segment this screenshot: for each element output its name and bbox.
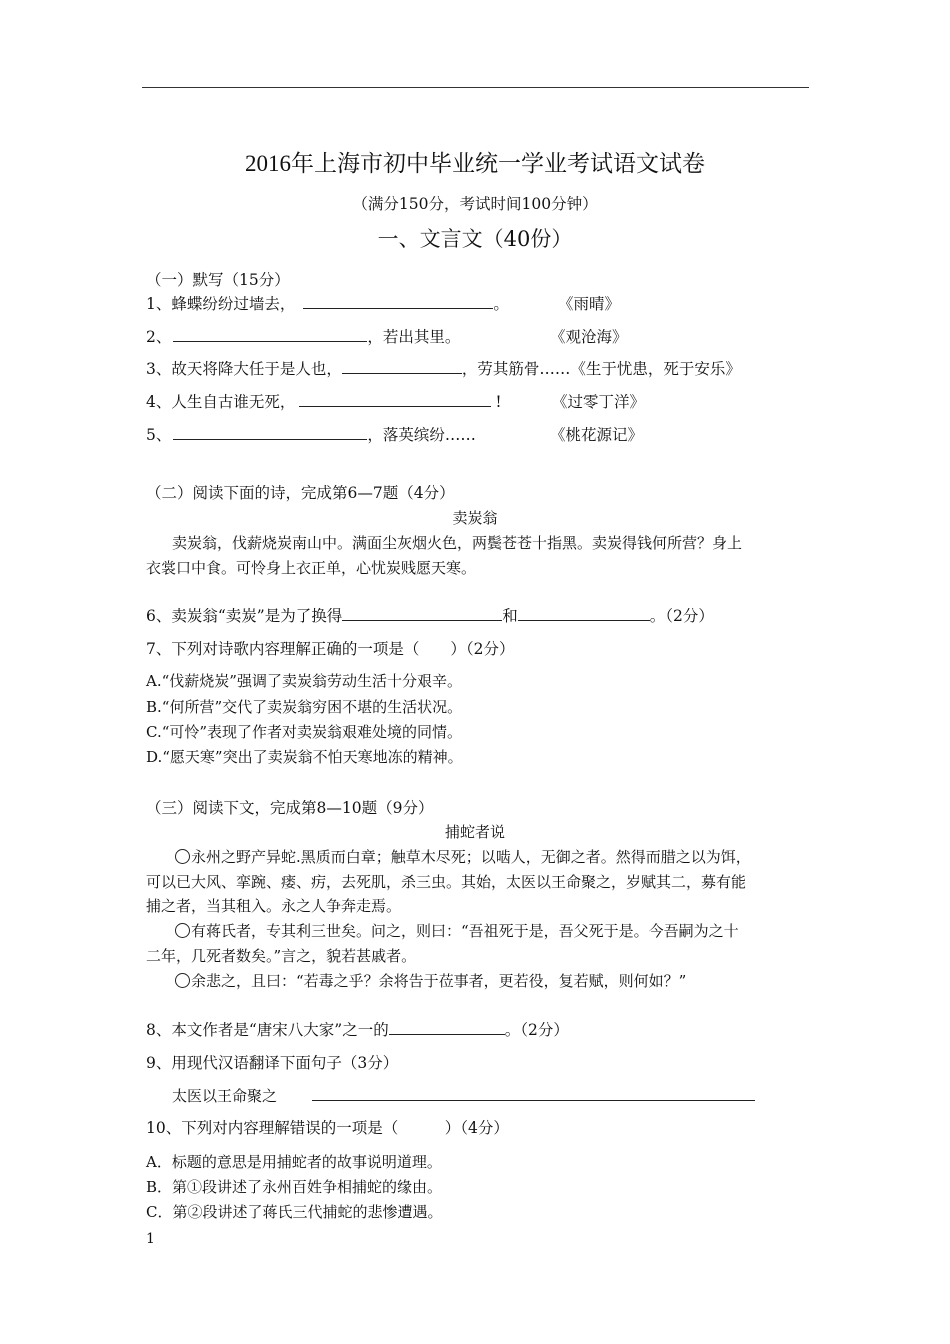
q10-option-a: A．标题的意思是用捕蛇者的故事说明道理。 — [146, 1153, 442, 1171]
q2-source: 《观沧海》 — [550, 328, 628, 346]
q7-option-d: D.“愿天寒”突出了卖炭翁不怕天寒地冻的精神。 — [146, 748, 463, 766]
paragraph-2-line-1: 有蒋氏者，专其利三世矣。问之，则曰：“吾祖死于是，吾父死于是。今吾嗣为之十 — [175, 920, 739, 941]
q2-answer-blank[interactable] — [173, 325, 367, 342]
q6-answer-blank-2[interactable] — [518, 604, 650, 621]
poem-line-1: 卖炭翁，伐薪烧炭南山中。满面尘灰烟火色，两鬓苍苍十指黑。卖炭得钱何所营？身上 — [172, 534, 743, 552]
paragraph-2-marker-icon — [175, 923, 190, 938]
question-9: 9、用现代汉语翻译下面句子（3分） — [146, 1054, 399, 1072]
poem-title: 卖炭翁 — [452, 509, 498, 527]
exam-title: 2016年上海市初中毕业统一学业考试语文试卷 — [245, 151, 705, 176]
question-3: 3、故天将降大任于是人也， ，劳其筋骨……《生于忧患，死于安乐》 — [146, 357, 741, 379]
question-1: 1、蜂蝶纷纷过墙去， 。 — [146, 292, 509, 314]
exam-subtitle: （满分150分，考试时间100分钟） — [352, 195, 598, 213]
q7-option-c: C.“可怜”表现了作者对卖炭翁艰难处境的同情。 — [146, 723, 463, 741]
paragraph-1-line-2: 可以已大风、挛踠、瘘、疠，去死肌，杀三虫。其始，太医以王命聚之，岁赋其二，募有能 — [146, 873, 747, 891]
question-7: 7、下列对诗歌内容理解正确的一项是（ ）（2分） — [146, 640, 515, 658]
q4-source: 《过零丁洋》 — [552, 393, 646, 411]
q1-text: 1、蜂蝶纷纷过墙去， — [146, 295, 296, 313]
question-2: 2、 ，若出其里。 — [146, 325, 460, 347]
q1-answer-blank[interactable] — [303, 292, 493, 309]
question-8: 8、本文作者是“唐宋八大家”之一的 。（2分） — [146, 1018, 569, 1040]
q7-option-b: B.“何所营”交代了卖炭翁穷困不堪的生活状况。 — [146, 698, 463, 716]
paragraph-3-marker-icon — [175, 973, 190, 988]
question-10: 10、下列对内容理解错误的一项是（ ）（4分） — [146, 1119, 509, 1137]
part2-header: （二）阅读下面的诗，完成第6—7题（4分） — [146, 484, 455, 502]
paragraph-1-line-3: 捕之者，当其租入。永之人争奔走焉。 — [146, 897, 402, 915]
question-5: 5、 ，落英缤纷…… — [146, 423, 476, 445]
q9-sentence: 太医以王命聚之 — [172, 1087, 278, 1105]
q7-option-a: A.“伐薪烧炭”强调了卖炭翁劳动生活十分艰辛。 — [146, 672, 462, 690]
q5-answer-blank[interactable] — [173, 423, 367, 440]
question-6: 6、卖炭翁“卖炭”是为了换得 和 。（2分） — [146, 604, 714, 626]
q9-answer-blank[interactable] — [312, 1084, 755, 1101]
part1-header: （一）默写（15分） — [146, 271, 290, 289]
q3-answer-blank[interactable] — [342, 357, 462, 374]
page-number: 1 — [146, 1231, 155, 1247]
header-rule — [142, 87, 809, 88]
poem-line-2: 衣裳口中食。可怜身上衣正单，心忧炭贱愿天寒。 — [146, 559, 477, 577]
q10-option-b: B．第①段讲述了永州百姓争相捕蛇的缘由。 — [146, 1178, 443, 1196]
paragraph-2-line-2: 二年，几死者数矣。”言之，貌若甚戚者。 — [146, 947, 417, 965]
paragraph-1-line-1: 永州之野产异蛇.黑质而白章；触草木尽死；以啮人，无御之者。然得而腊之以为饵， — [175, 846, 751, 867]
q6-answer-blank-1[interactable] — [342, 604, 502, 621]
q5-source: 《桃花源记》 — [550, 426, 644, 444]
part3-header: （三）阅读下文，完成第8—10题（9分） — [146, 799, 434, 817]
text-title: 捕蛇者说 — [444, 823, 505, 841]
q1-source: 《雨晴》 — [558, 295, 621, 313]
paragraph-3-line-1: 余悲之，且曰：“若毒之乎？余将告于莅事者，更若役，复若赋，则何如？” — [175, 970, 686, 991]
section-heading: 一、文言文（40份） — [377, 227, 573, 251]
q8-answer-blank[interactable] — [389, 1018, 505, 1035]
question-4: 4、人生自古谁无死， ! — [146, 390, 502, 412]
q10-option-c: C．第②段讲述了蒋氏三代捕蛇的悲惨遭遇。 — [146, 1203, 443, 1221]
paragraph-1-marker-icon — [175, 849, 190, 864]
q4-answer-blank[interactable] — [299, 390, 491, 407]
q3-source: 《生于忧患，死于安乐》 — [570, 360, 741, 378]
